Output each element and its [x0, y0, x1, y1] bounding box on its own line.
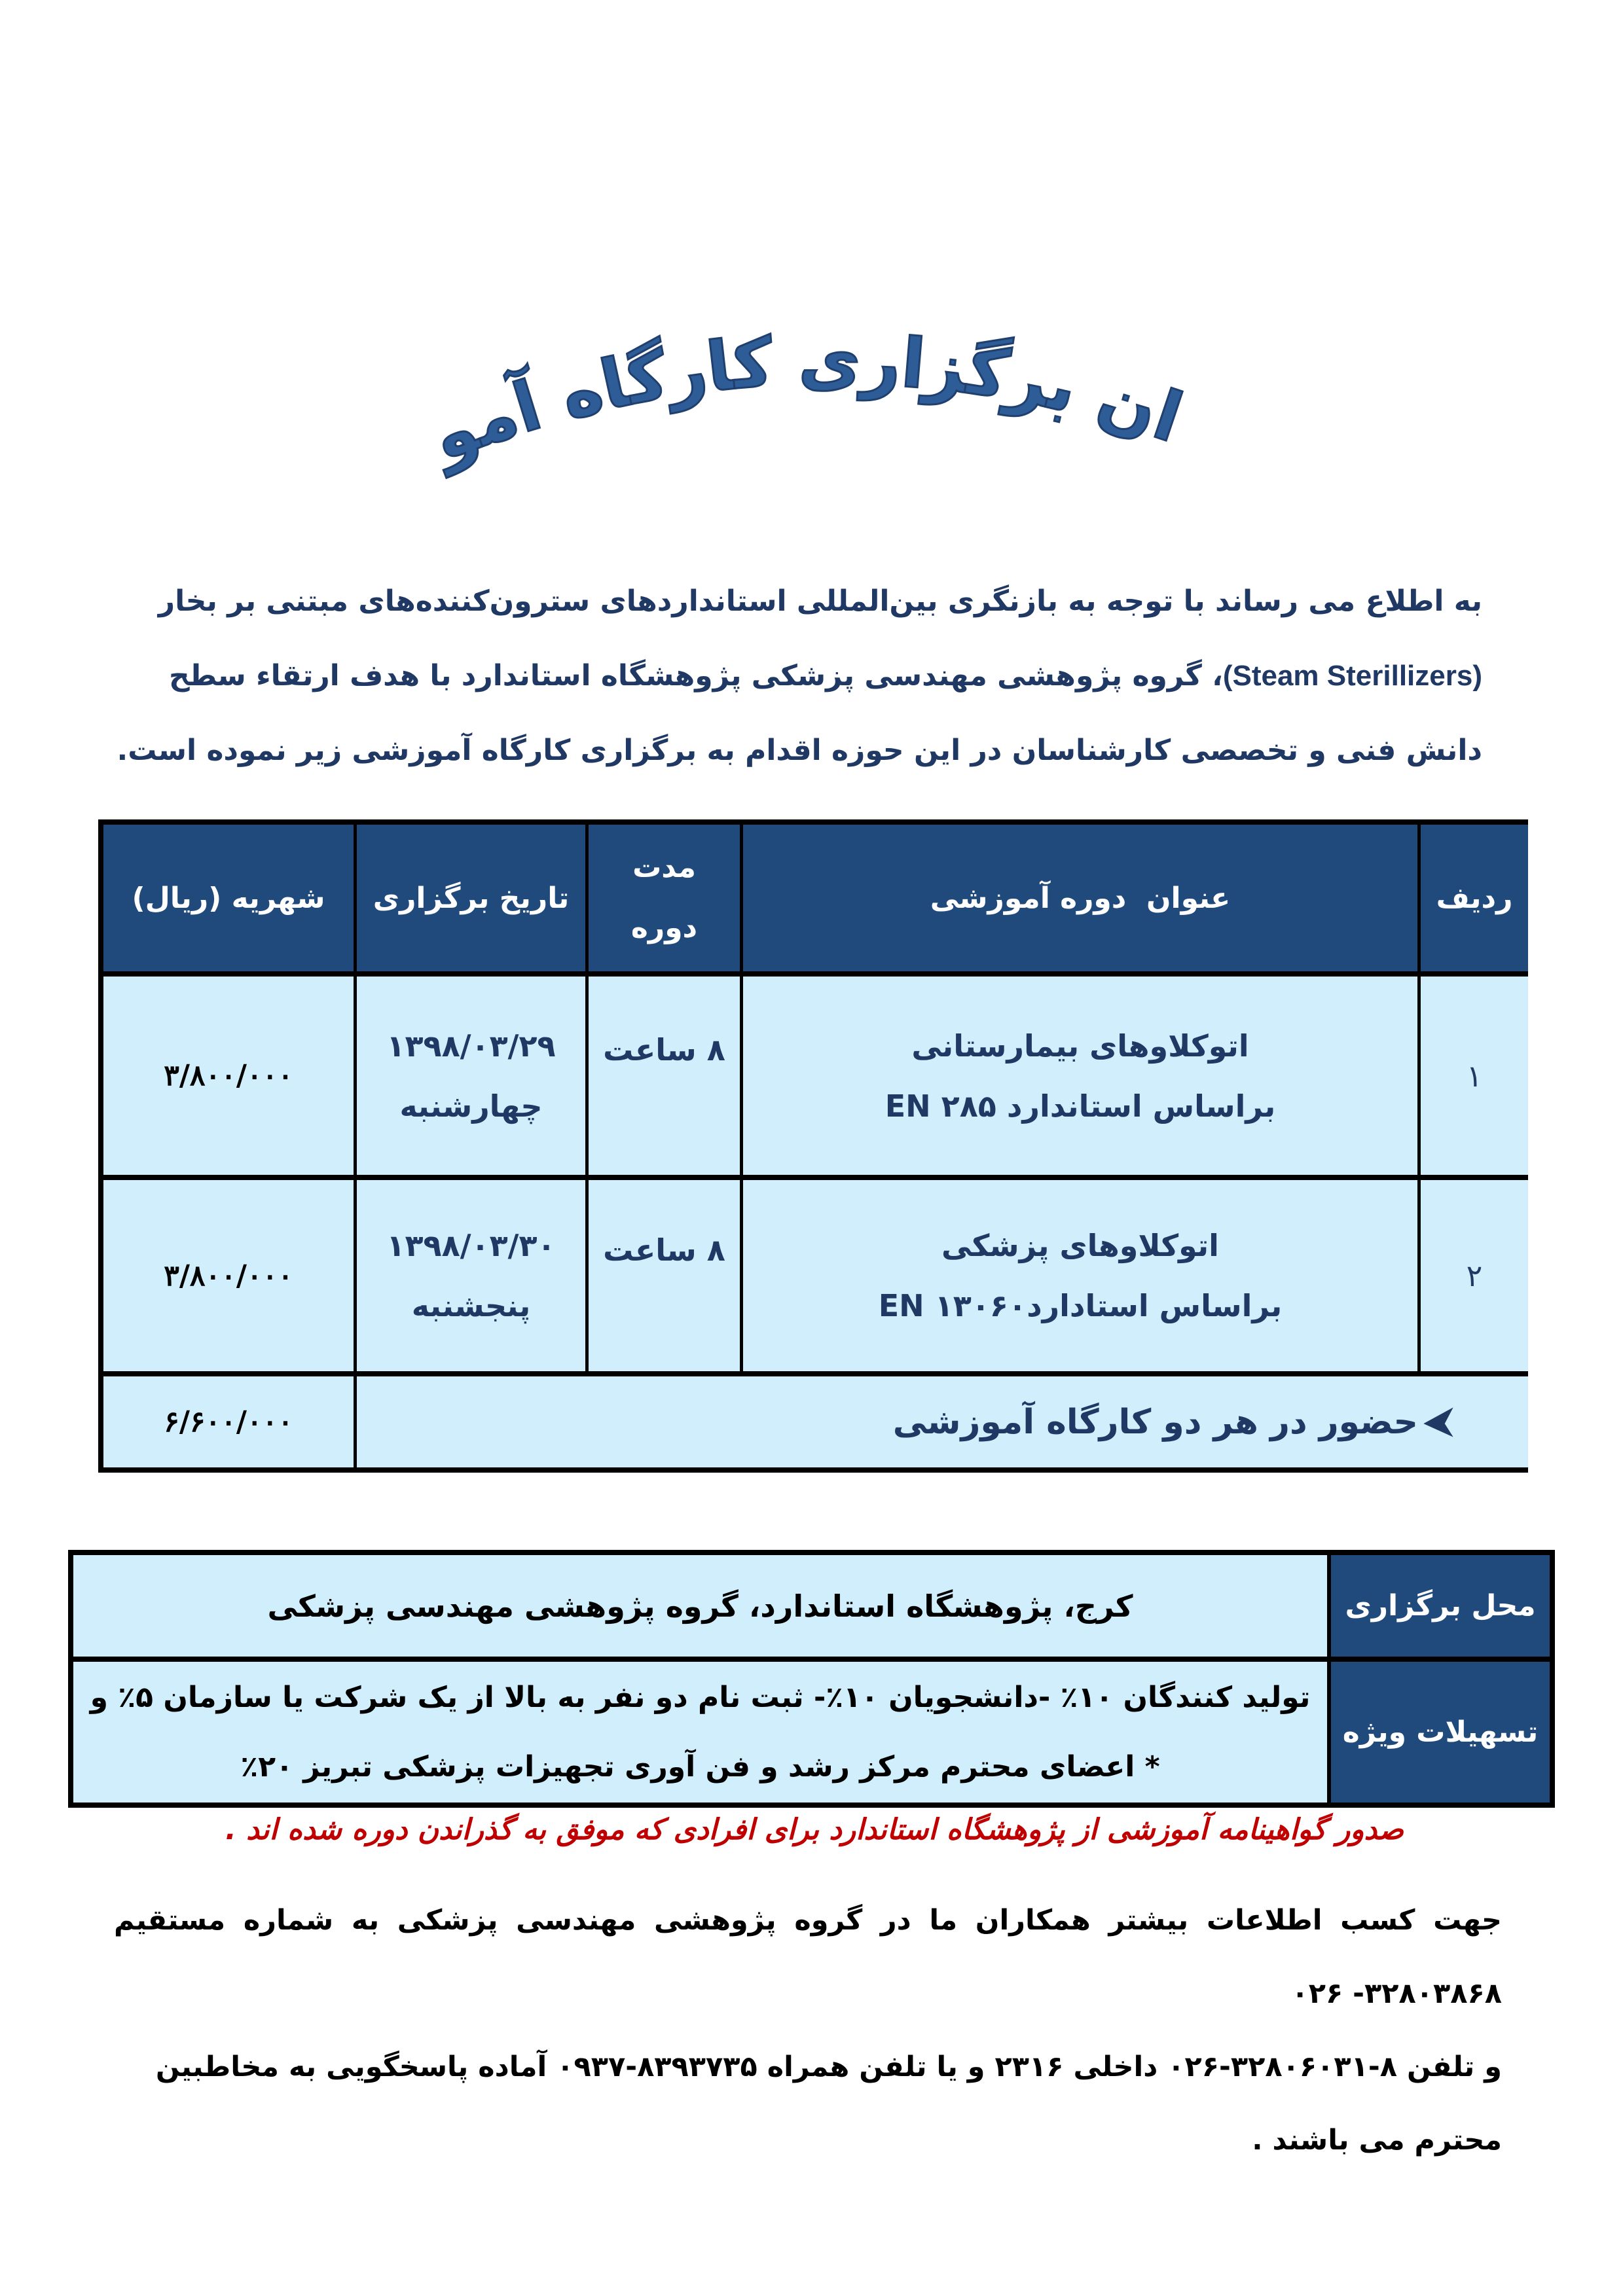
- intro-line-3: دانش فنی و تخصصی کارشناسان در این حوزه اقدام به برگزاری کارگاه آموزشی زیر نموده است.: [117, 734, 1482, 767]
- total-row-label-text: حضور در هر دو کارگاه آموزشی: [892, 1402, 1418, 1442]
- venue-label: محل برگزاری: [1345, 1589, 1536, 1623]
- contact-line-1: جهت کسب اطلاعات بیشتر همکاران ما در گروه پژوهشی مهندسی پزشکی به شماره مستقیم ۳۲۸۰۳۸۶۸- ۰۲۶: [114, 1904, 1502, 2010]
- contact-line-2: و تلفن ۸-۳۲۸۰۶۰۳۱-۰۲۶ داخلی ۲۳۱۶ و یا تلفن همراه ۸۳۹۳۷۳۵-۰۹۳۷ آماده پاسخگویی به مخاطبین: [155, 2051, 1502, 2083]
- contact-line-3: محترم می باشند .: [1252, 2124, 1502, 2157]
- certificate-note: صدور گواهینامه آموزشی از پژوهشگاه استاندارد برای افرادی که موفق به گذراندن دوره شده اند .: [225, 1813, 1404, 1846]
- contact-paragraph: [114, 1884, 1502, 2177]
- venue-label-cell: [1331, 1555, 1550, 1657]
- row-1-no-value: ۱: [1466, 1058, 1483, 1094]
- header-date: [357, 825, 585, 971]
- row-1-title: [743, 977, 1417, 1175]
- venue-value-cell: [73, 1555, 1327, 1657]
- row-1-duration-value: ۸ ساعت: [603, 1032, 725, 1067]
- total-row-fee: [103, 1376, 354, 1467]
- discounts-label-cell: [1331, 1662, 1550, 1803]
- header-row-no-label: ردیف: [1436, 881, 1513, 915]
- row-1-date-value: ۱۳۹۸/۰۳/۲۹: [386, 1028, 556, 1064]
- row-1-weekday-value: چهارشنبه: [399, 1088, 543, 1124]
- discounts-label: تسهیلات ویژه: [1342, 1715, 1539, 1749]
- title-text: ان برگزاری کارگاه آمو: [420, 327, 1192, 477]
- discounts-line-2: * اعضای محترم مرکز رشد و فن آوری تجهیزات پزشکی تبریز ۲۰٪: [240, 1749, 1160, 1784]
- row-1-title-line-2: براساس استاندارد ۲۸۵ EN: [884, 1088, 1276, 1124]
- row-2-no: [1421, 1180, 1528, 1371]
- total-row-fee-value: ۶/۶۰۰/۰۰۰: [164, 1405, 293, 1439]
- venue-value: کرج، پژوهشگاه استاندارد، گروه پژوهشی مهندسی پزشکی: [267, 1588, 1133, 1624]
- row-2-duration: [589, 1180, 740, 1371]
- intro-english-term: (Steam Sterillizers): [1222, 660, 1482, 692]
- row-1-title-line-1: اتوکلاوهای بیمارستانی: [911, 1028, 1249, 1064]
- header-duration-label-1: مدت: [632, 851, 696, 884]
- header-date-label: تاریخ برگزاری: [373, 881, 570, 915]
- row-2-date-value: ۱۳۹۸/۰۳/۳۰: [386, 1228, 556, 1263]
- intro-paragraph: [94, 564, 1482, 788]
- discounts-line-1: تولید کنندگان ۱۰٪ -دانشجویان ۱۰٪- ثبت نام دو نفر به بالا از یک شرکت یا سازمان ۵٪ و: [90, 1680, 1311, 1714]
- info-table: [68, 1550, 1555, 1808]
- arrowhead-bullet-icon: [1421, 1405, 1456, 1440]
- intro-line-2: [94, 639, 1482, 713]
- svg-text:فراخوان برگزاری کارگاه آموزشی: [393, 327, 1192, 478]
- header-fee: [103, 825, 354, 971]
- row-1-date: [357, 977, 585, 1175]
- title-wordart: [393, 327, 1244, 491]
- row-2-weekday-value: پنجشنبه: [411, 1288, 531, 1323]
- header-course-title-label: عنوان دوره آموزشی: [930, 881, 1231, 915]
- row-2-title-line-1: اتوکلاوهای پزشکی: [941, 1228, 1219, 1263]
- row-2-duration-value: ۸ ساعت: [603, 1232, 725, 1268]
- row-1-duration: [589, 977, 740, 1175]
- courses-table: [98, 819, 1528, 1473]
- header-fee-label: شهریه (ریال): [132, 881, 325, 915]
- header-duration: [589, 825, 740, 971]
- row-2-fee-value: ۳/۸۰۰/۰۰۰: [164, 1259, 293, 1293]
- total-row-label: [357, 1376, 1528, 1467]
- page-title: [393, 327, 1244, 491]
- row-2-no-value: ۲: [1466, 1258, 1483, 1293]
- discounts-value-cell: [73, 1662, 1327, 1803]
- row-2-fee: [103, 1180, 354, 1371]
- header-row-no: [1421, 825, 1528, 971]
- row-2-title: [743, 1180, 1417, 1371]
- row-1-fee: [103, 977, 354, 1175]
- intro-line-2-text: ، گروه پژوهشی مهندسی پزشکی پژوهشگاه استاندارد با هدف ارتقاء سطح: [168, 659, 1223, 692]
- row-2-title-line-2: براساس استادارد۱۳۰۶۰ EN: [878, 1288, 1283, 1323]
- header-course-title: [743, 825, 1417, 971]
- intro-line-1: به اطلاع می رساند با توجه به بازنگری بین‌المللی استانداردهای سترون‌کننده‌های مبتنی بر بخار: [158, 584, 1482, 618]
- row-1-fee-value: ۳/۸۰۰/۰۰۰: [164, 1059, 293, 1092]
- row-2-date: [357, 1180, 585, 1371]
- header-duration-label-2: دوره: [630, 911, 698, 944]
- row-1-no: [1421, 977, 1528, 1175]
